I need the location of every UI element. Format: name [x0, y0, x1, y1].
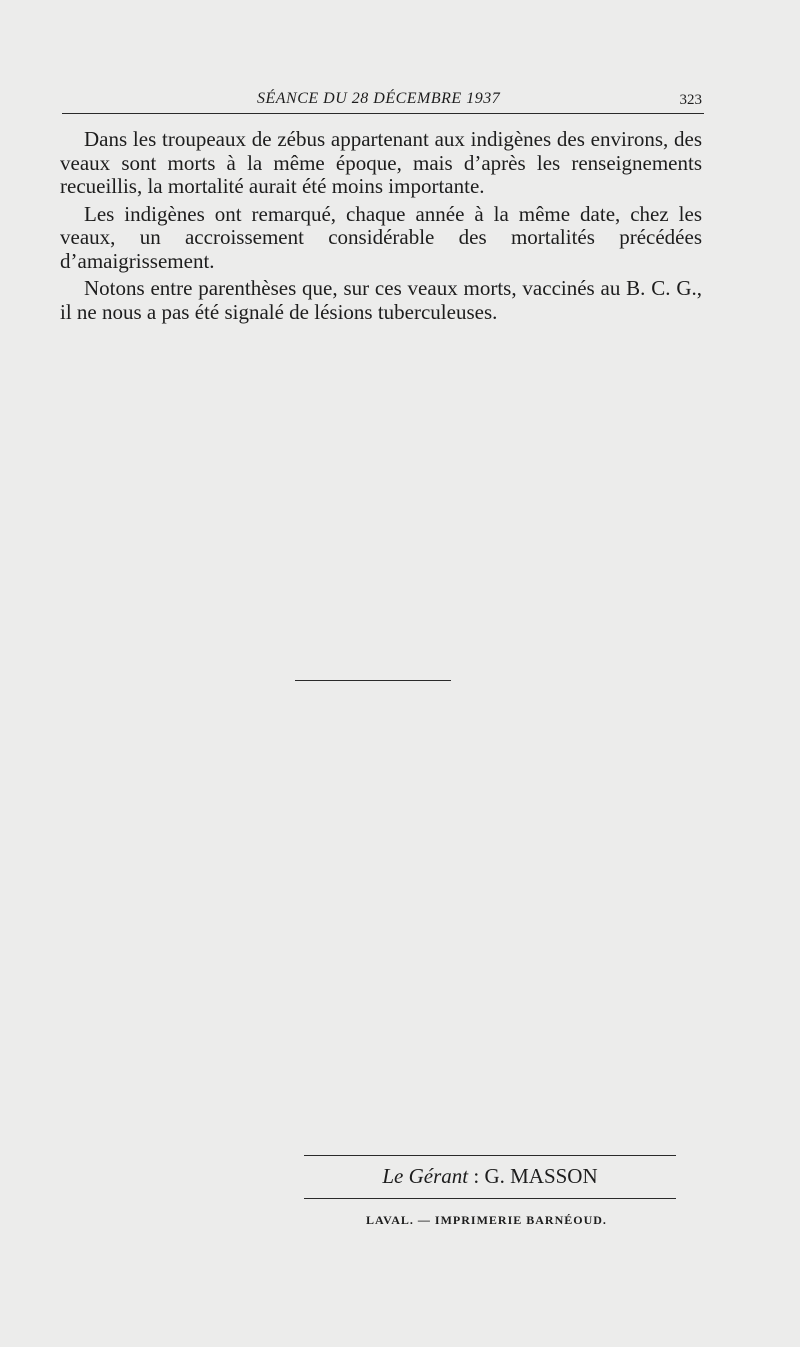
- colophon: [304, 1155, 676, 1228]
- paragraph-1: Dans les troupeaux de zébus appartenant aux indigènes des environs, des veaux sont morts à la même époque, mais d’après les renseignements recueillis, la mortalité aurait été moins importante.: [60, 127, 702, 198]
- colophon-rule-bottom: [304, 1198, 676, 1199]
- gerant-name: G. MASSON: [484, 1164, 598, 1188]
- colophon-rule-top: [304, 1155, 676, 1156]
- running-head: SÉANCE DU 28 DÉCEMBRE 1937: [257, 90, 501, 107]
- gerant-separator: :: [468, 1164, 485, 1188]
- paragraph-3: Notons entre parenthèses que, sur ces veaux morts, vaccinés au B. C. G., il ne nous a pas été signalé de lésions tuberculeuses.: [60, 276, 702, 324]
- printer-line: LAVAL. — IMPRIMERIE BARNÉOUD.: [366, 1213, 607, 1227]
- gerant-line: [304, 1164, 676, 1189]
- page-header: [62, 88, 704, 118]
- page-number: 323: [679, 92, 702, 108]
- gerant-label: Le Gérant: [382, 1164, 469, 1188]
- header-rule: [62, 113, 704, 114]
- paragraph-2: Les indigènes ont remarqué, chaque année à la même date, chez les veaux, un accroissement considérable des mortalités précédées d’amaigrissement.: [60, 201, 702, 273]
- body-text: [60, 128, 702, 328]
- section-end-rule: [295, 680, 451, 681]
